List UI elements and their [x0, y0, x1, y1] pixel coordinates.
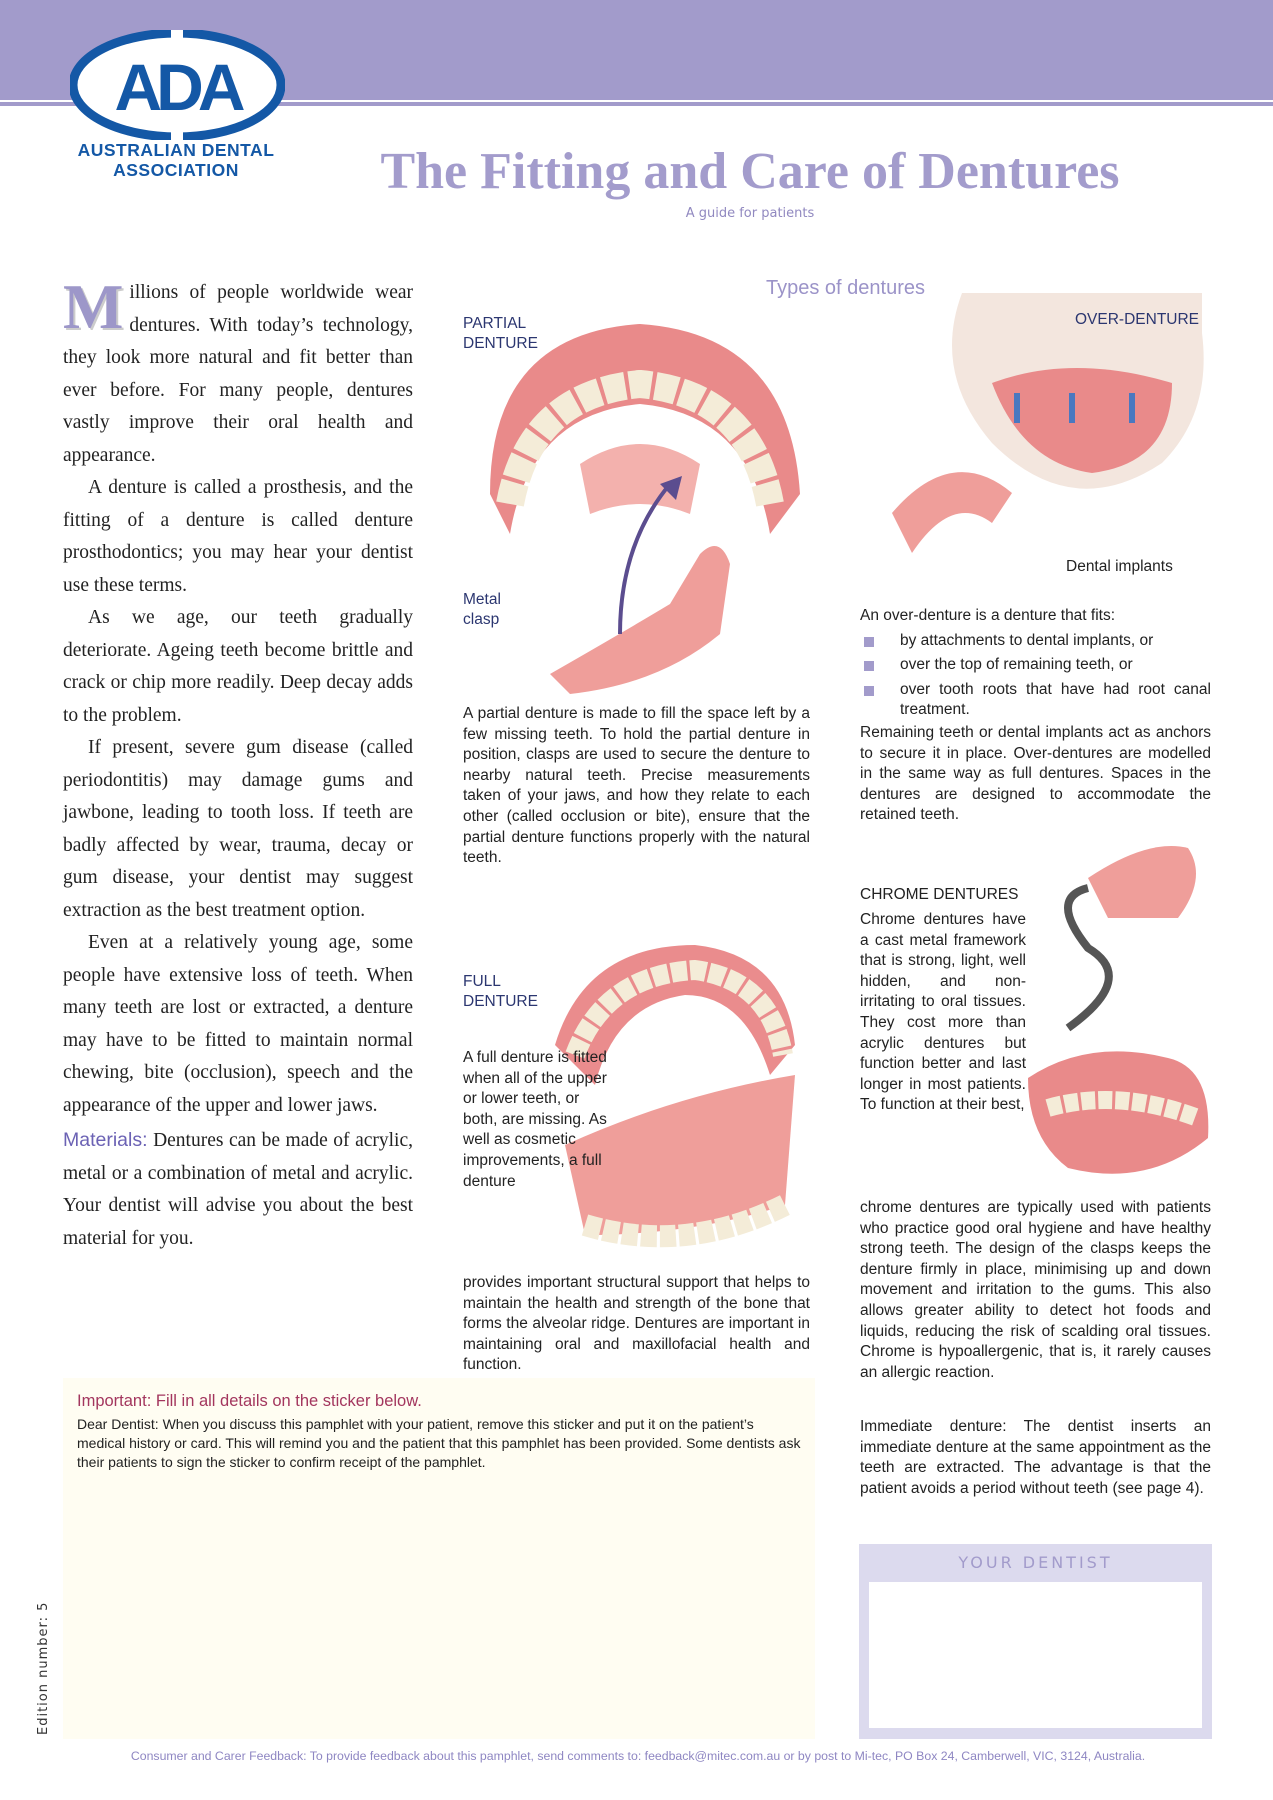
label-line: Metal	[463, 591, 501, 608]
label-line: DENTURE	[463, 993, 538, 1010]
over-denture-list	[860, 631, 1211, 721]
materials-text: Dentures can be made of acrylic, metal or a combination of metal and acrylic. Your dentist will advise you about the best material for you.	[63, 1130, 413, 1249]
full-denture-text-narrow: A full denture is fitted when all of the upper or lower teeth, or both, are missing. As well as cosmetic improvements, a full denture	[463, 1049, 607, 1190]
dental-implants-label: Dental implants	[1066, 558, 1173, 575]
dentist-sticker	[63, 1378, 815, 1739]
full-denture-label	[463, 972, 538, 1012]
svg-text:ADA: ADA	[114, 50, 240, 124]
paragraph-5: Even at a relatively young age, some people have extensive loss of teeth. When many teeth are lost or extracted, a denture may have to be fitted to maintain normal chewing, bite (occlusion), speech and the appearance of the upper and lower jaws.	[63, 932, 413, 1116]
chrome-dentures-label: CHROME DENTURES	[860, 886, 1019, 903]
paragraph-1-text: illions of people worldwide wear dentures. With today’s technology, they look more natural and fit better than ever before. For many people, dentures vastly improve their oral health and appearance.	[63, 282, 413, 466]
paragraph-3: As we age, our teeth gradually deteriorate. Ageing teeth become brittle and crack or chip more readily. Deep decay adds to the problem.	[63, 607, 413, 726]
metal-clasp-label	[463, 590, 501, 630]
paragraph-4: If present, severe gum disease (called periodontitis) may damage gums and jawbone, leading to tooth loss. If teeth are badly affected by wear, trauma, decay or gum disease, your dentist may suggest extraction as the best treatment option.	[63, 737, 413, 921]
list-item: by attachments to dental implants, or	[860, 631, 1211, 652]
label-line: PARTIAL	[463, 315, 527, 332]
org-line-1: AUSTRALIAN DENTAL	[77, 140, 275, 160]
chrome-denture-illustration	[1028, 838, 1212, 1194]
materials-label: Materials:	[63, 1129, 148, 1151]
partial-denture-text: A partial denture is made to fill the space left by a few missing teeth. To hold the partial denture in position, clasps are used to secure the denture to nearby natural teeth. Precise measurements taken of your jaws, and how they relate to each other (called occlusion or bite), ensure that the partial denture functions properly with the natural teeth.	[463, 705, 810, 867]
chrome-text-narrow: Chrome dentures have a cast metal framework that is strong, light, well hidden, and non-irritating to oral tissues. They cost more than acrylic dentures but function better and last longer in most patients. To function at their best,	[860, 911, 1026, 1114]
ada-logo	[70, 30, 285, 140]
label-line: DENTURE	[463, 335, 538, 352]
edition-number: Edition number: 5	[36, 1601, 51, 1735]
over-denture-illustration	[872, 293, 1212, 585]
intro-column	[63, 271, 413, 1255]
paragraph-2: A denture is called a prosthesis, and the fitting of a denture is called denture prosthodontics; you may hear your dentist use these terms.	[63, 477, 413, 596]
over-denture-intro: An over-denture is a denture that fits:	[860, 607, 1116, 624]
partial-denture-illustration	[470, 304, 810, 700]
over-denture-label: OVER-DENTURE	[1075, 311, 1200, 328]
sticker-instructions: Dear Dentist: When you discuss this pamphlet with your patient, remove this sticker and put it on the patient’s medical history or card. This will remind you and the patient that this pamphlet has been provided. Some dentists ask their patients to sign the sticker to confirm receipt of the pamphlet.	[77, 1416, 801, 1470]
label-line: FULL	[463, 973, 501, 990]
page-title: The Fitting and Care of Dentures	[380, 143, 1120, 200]
full-denture-text-wide: provides important structural support that helps to maintain the health and strength of the bone that forms the alveolar ridge. Dentures are important in maintaining oral and maxillofacial health and function.	[463, 1274, 810, 1374]
list-item: over tooth roots that have had root canal treatment.	[860, 680, 1211, 721]
chrome-text-wide: chrome dentures are typically used with patients who practice good oral hygiene and have healthy strong teeth. The design of the clasps keeps the denture firmly in place, minimising up and down movement and irritation to the gums. This also allows greater ability to detect hot foods and liquids, reducing the risk of scalding oral tissues. Chrome is hypoallergenic, that is, it rarely causes an allergic reaction.	[860, 1199, 1211, 1381]
page-subtitle: A guide for patients	[685, 206, 815, 221]
list-item: over the top of remaining teeth, or	[860, 655, 1211, 676]
types-heading: Types of dentures	[766, 277, 925, 299]
feedback-footer: Consumer and Carer Feedback: To provide feedback about this pamphlet, send comments to: feedback@mitec.com.au or by post to Mi-tec, PO Box 24, Camberwell, VIC, 3124, Australia.	[130, 1749, 1146, 1763]
materials-paragraph	[63, 1124, 413, 1255]
org-line-2: ASSOCIATION	[113, 160, 239, 180]
sticker-important: Important: Fill in all details on the sticker below.	[77, 1392, 422, 1410]
organization-name	[66, 140, 286, 180]
your-dentist-label: YOUR DENTIST	[958, 1553, 1113, 1572]
drop-cap: M	[63, 271, 124, 342]
over-denture-text: Remaining teeth or dental implants act as anchors to secure it in place. Over-dentures are modelled in the same way as full dentures. Spaces in the dentures are designed to accommodate the retained teeth.	[860, 723, 1211, 824]
your-dentist-field[interactable]	[869, 1582, 1202, 1728]
paragraph-1	[63, 271, 413, 472]
over-denture-section	[860, 606, 1211, 826]
label-line: clasp	[463, 611, 500, 628]
immediate-denture-text: Immediate denture: The dentist inserts an immediate denture at the same appointment as the teeth are extracted. The advantage is that the patient avoids a period without teeth (see page 4).	[860, 1418, 1211, 1497]
